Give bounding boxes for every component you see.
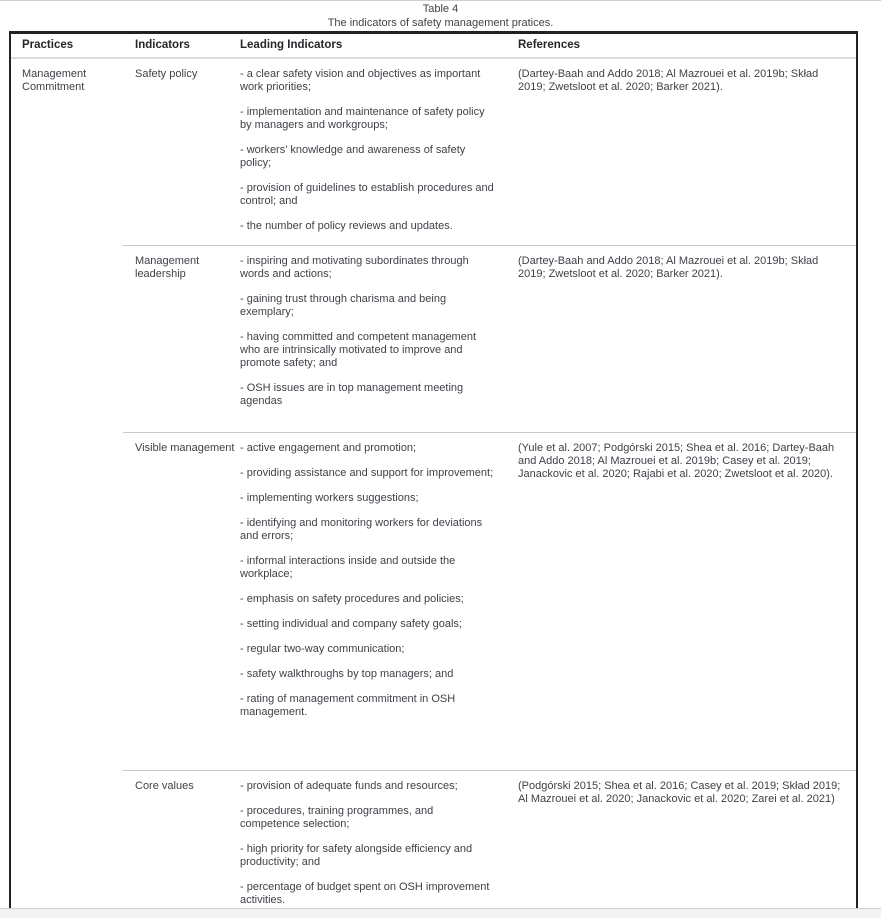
leading-indicator-item: - a clear safety vision and objectives as important work priorities; bbox=[240, 68, 481, 93]
header-practices: Practices bbox=[11, 34, 123, 58]
table-row bbox=[11, 771, 856, 909]
practices-cell: Management Commitment bbox=[22, 68, 87, 93]
leading-indicator-item: - OSH issues are in top management meeting agendas bbox=[240, 382, 464, 407]
header-indicators: Indicators bbox=[123, 34, 240, 58]
leading-indicators-cell bbox=[240, 771, 518, 909]
leading-indicator-item: - active engagement and promotion; bbox=[240, 442, 417, 454]
leading-indicator-item: - implementation and maintenance of safety policy by managers and workgroups; bbox=[240, 106, 485, 131]
leading-indicator-item: - emphasis on safety procedures and policies; bbox=[240, 593, 464, 605]
leading-indicator-item: - informal interactions inside and outside the workplace; bbox=[240, 555, 456, 580]
leading-indicator-item: - high priority for safety alongside efficiency and productivity; and bbox=[240, 843, 473, 868]
leading-indicator-item: - identifying and monitoring workers for deviations and errors; bbox=[240, 517, 483, 542]
leading-indicators-cell bbox=[240, 246, 518, 433]
leading-indicator-item: - provision of adequate funds and resources; bbox=[240, 780, 458, 792]
table-caption bbox=[0, 2, 881, 30]
leading-indicator-item: - provision of guidelines to establish procedures and control; and bbox=[240, 182, 494, 207]
indicator-cell: Safety policy bbox=[135, 68, 198, 80]
header-row bbox=[11, 34, 856, 58]
indicator-cell: Visible management bbox=[123, 433, 240, 771]
leading-indicator-item: - providing assistance and support for improvement; bbox=[240, 467, 494, 479]
references-cell: (Dartey-Baah and Addo 2018; Al Mazrouei et al. 2019b; Skład 2019; Zwetsloot et al. 2020; Barker 2021). bbox=[518, 246, 856, 433]
references-cell: (Yule et al. 2007; Podgórski 2015; Shea et al. 2016; Dartey-Baah and Addo 2018; Al Mazrouei et al. 2019b; Casey et al. 2019; Janackovic et al. 2020; Rajabi et al. 2020; Zwetsloot et al. 2020). bbox=[518, 433, 856, 771]
top-edge-line bbox=[0, 0, 881, 1]
table-frame bbox=[9, 31, 858, 908]
leading-indicator-item: - percentage of budget spent on OSH improvement activities. bbox=[240, 881, 490, 906]
leading-indicator-item: - procedures, training programmes, and competence selection; bbox=[240, 805, 434, 830]
table-row bbox=[11, 433, 856, 771]
leading-indicator-item: - safety walkthroughs by top managers; and bbox=[240, 668, 454, 680]
table-row bbox=[11, 58, 856, 246]
leading-indicators-cell bbox=[240, 433, 518, 771]
leading-indicator-item: - regular two-way communication; bbox=[240, 643, 405, 655]
leading-indicator-item: - inspiring and motivating subordinates through words and actions; bbox=[240, 255, 469, 280]
leading-indicator-item: - implementing workers suggestions; bbox=[240, 492, 419, 504]
header-leading-indicators: Leading Indicators bbox=[240, 34, 518, 58]
leading-indicator-item: - rating of management commitment in OSH management. bbox=[240, 693, 456, 718]
indicator-cell: Core values bbox=[123, 771, 240, 909]
table-number: Table 4 bbox=[422, 3, 459, 15]
bottom-margin-band bbox=[0, 909, 881, 918]
safety-management-table bbox=[11, 34, 856, 908]
leading-indicator-item: - workers' knowledge and awareness of safety policy; bbox=[240, 144, 466, 169]
references-cell: (Podgórski 2015; Shea et al. 2016; Casey et al. 2019; Skład 2019; Al Mazrouei et al. 2020; Janackovic et al. 2020; Zarei et al. 2021) bbox=[518, 771, 856, 909]
leading-indicator-item: - having committed and competent management who are intrinsically motivated to improve and promote safety; and bbox=[240, 331, 477, 369]
table-row bbox=[11, 246, 856, 433]
leading-indicator-item: - gaining trust through charisma and being exemplary; bbox=[240, 293, 447, 318]
indicator-cell: Management leadership bbox=[123, 246, 240, 433]
leading-indicator-item: - the number of policy reviews and updates. bbox=[240, 220, 453, 232]
header-references: References bbox=[518, 34, 856, 58]
leading-indicator-item: - setting individual and company safety goals; bbox=[240, 618, 462, 630]
table-subtitle: The indicators of safety management pratices. bbox=[327, 17, 554, 29]
references-cell: (Dartey-Baah and Addo 2018; Al Mazrouei et al. 2019b; Skład 2019; Zwetsloot et al. 2020; Barker 2021). bbox=[518, 68, 819, 93]
leading-indicators-cell bbox=[240, 58, 518, 246]
